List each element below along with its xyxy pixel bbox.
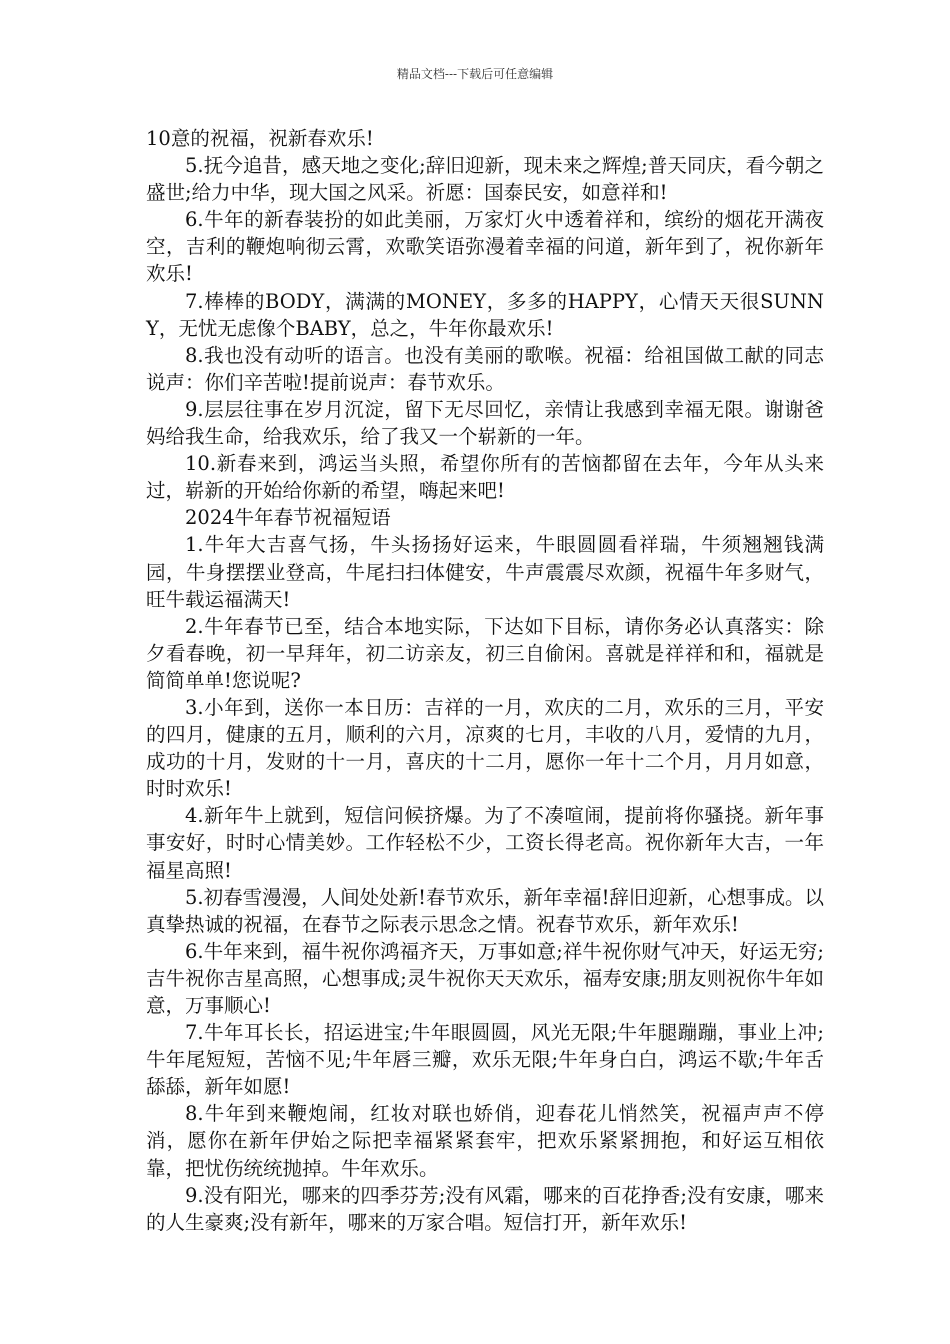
paragraph: 1.牛年大吉喜气扬，牛头扬扬好运来，牛眼圆圆看祥瑞，牛须翘翘钱满园，牛身摆摆业登高，牛尾扫扫体健安，牛声震震尽欢颜，祝福牛年多财气，旺牛载运福满天! [146, 533, 824, 611]
section-heading: 2024牛年春节祝福短语 [185, 506, 391, 530]
paragraph: 2.牛年春节已至，结合本地实际，下达如下目标，请你务必认真落实：除夕看春晚，初一早拜年，初二访亲友，初三自偷闲。喜就是祥祥和和，福就是简简单单!您说呢? [146, 614, 824, 692]
paragraph: 10意的祝福，祝新春欢乐! [146, 127, 374, 150]
paragraph: 8.我也没有动听的语言。也没有美丽的歌喉。祝福：给祖国做工献的同志说声：你们辛苦啦!提前说声：春节欢乐。 [146, 343, 824, 394]
paragraph: 6.牛年来到，福牛祝你鸿福齐天，万事如意;祥牛祝你财气冲天，好运无穷;吉牛祝你吉星高照，心想事成;灵牛祝你天天欢乐，福寿安康;朋友则祝你牛年如意，万事顺心! [146, 939, 824, 1017]
paragraph: 4.新年牛上就到，短信问候挤爆。为了不凑喧闹，提前将你骚挠。新年事事安好，时时心情美妙。工作轻松不少，工资长得老高。祝你新年大吉，一年福星高照! [146, 804, 824, 882]
paragraph: 9.没有阳光，哪来的四季芬芳;没有风霜，哪来的百花挣香;没有安康，哪来的人生豪爽;没有新年，哪来的万家合唱。短信打开，新年欢乐! [146, 1183, 824, 1234]
document-body [146, 125, 824, 1236]
paragraph: 5.初春雪漫漫，人间处处新!春节欢乐，新年幸福!辞旧迎新，心想事成。以真挚热诚的祝福，在春节之际表示思念之情。祝春节欢乐，新年欢乐! [146, 885, 824, 936]
paragraph: 7.棒棒的BODY，满满的MONEY，多多的HAPPY，心情天天很SUNNY，无忧无虑像个BABY，总之，牛年你最欢乐! [146, 289, 824, 340]
paragraph: 8.牛年到来鞭炮闹，红妆对联也娇俏，迎春花儿悄然笑，祝福声声不停消，愿你在新年伊始之际把幸福紧紧套牢，把欢乐紧紧拥抱，和好运互相依靠，把忧伤统统抛掉。牛年欢乐。 [146, 1102, 824, 1180]
paragraph: 3.小年到，送你一本日历：吉祥的一月，欢庆的二月，欢乐的三月，平安的四月，健康的五月，顺利的六月，凉爽的七月，丰收的八月，爱情的九月，成功的十月，发财的十一月，喜庆的十二月，愿你一年十二个月，月月如意，时时欢乐! [146, 695, 824, 801]
paragraph: 7.牛年耳长长，招运进宝;牛年眼圆圆，风光无限;牛年腿蹦蹦，事业上冲;牛年尾短短，苦恼不见;牛年唇三瓣，欢乐无限;牛年身白白，鸿运不歇;牛年舌舔舔，新年如愿! [146, 1021, 824, 1099]
paragraph: 5.抚今追昔，感天地之变化;辞旧迎新，现未来之辉煌;普天同庆，看今朝之盛世;给力中华，现大国之风采。祈愿：国泰民安，如意祥和! [146, 154, 824, 205]
page-header: 精品文档---下载后可任意编辑 [396, 67, 554, 81]
paragraph: 10.新春来到，鸿运当头照，希望你所有的苦恼都留在去年，今年从头来过，崭新的开始给你新的希望，嗨起来吧! [146, 452, 824, 503]
paragraph: 6.牛年的新春装扮的如此美丽，万家灯火中透着祥和，缤纷的烟花开满夜空，吉利的鞭炮响彻云霄，欢歌笑语弥漫着幸福的问道，新年到了，祝你新年欢乐! [146, 208, 824, 286]
paragraph: 9.层层往事在岁月沉淀，留下无尽回忆，亲情让我感到幸福无限。谢谢爸妈给我生命，给我欢乐，给了我又一个崭新的一年。 [146, 397, 824, 449]
